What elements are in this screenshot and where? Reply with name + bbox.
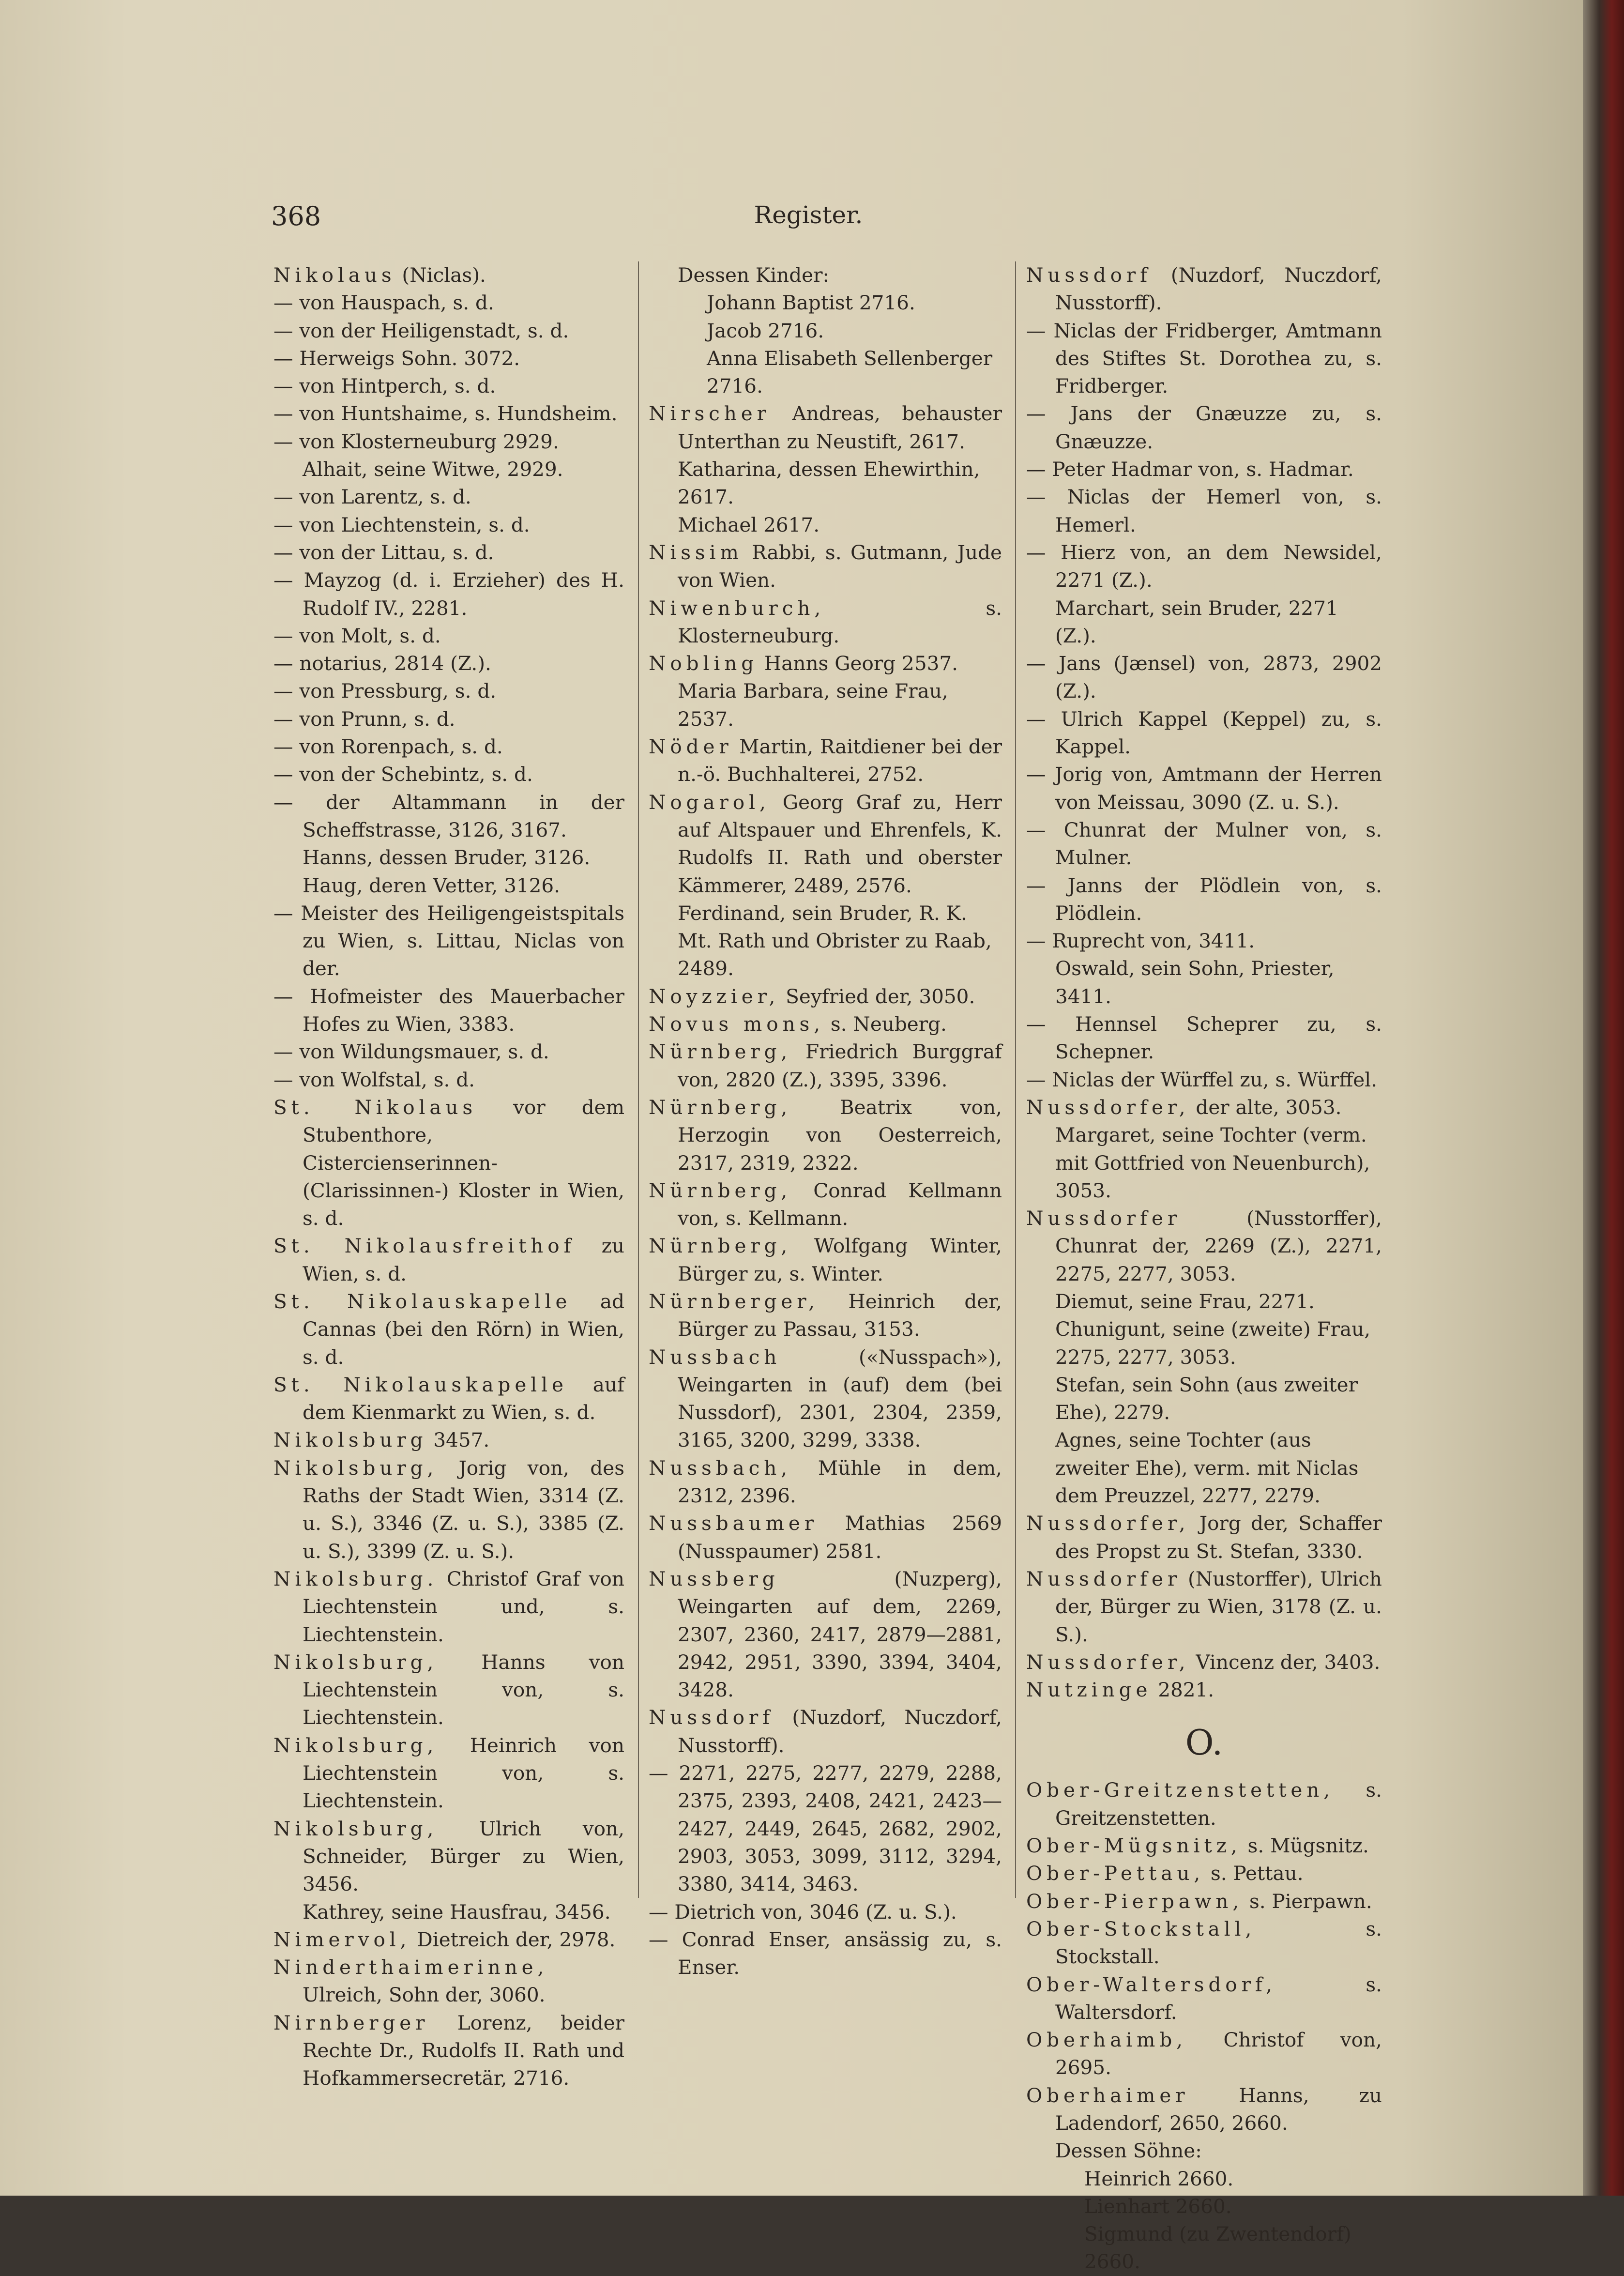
entry-text: der alte, 3053. <box>1189 1095 1342 1119</box>
entry-text: Rabbi, s. Gutmann, Jude von Wien. <box>678 540 1002 592</box>
page-header <box>271 201 1346 240</box>
index-subentry <box>649 677 1002 733</box>
index-entry <box>273 372 624 400</box>
entry-headword: Nussdorf <box>1026 263 1152 287</box>
entry-text: — Hierz von, an dem Newsidel, 2271 (Z.). <box>1026 540 1382 592</box>
index-entry <box>649 1510 1002 1565</box>
entry-text: Friedrich Burggraf von, 2820 (Z.), 3395, 3396. <box>678 1040 1002 1091</box>
index-entry <box>1026 1066 1382 1094</box>
entry-text: Lorenz, beider Rechte Dr., Rudolfs II. Rath und Hofkammersecretär, 2716. <box>303 2011 624 2090</box>
entry-text: Heinrich der, Bürger zu Passau, 3153. <box>678 1289 1002 1341</box>
index-entry <box>649 1177 1002 1233</box>
index-entry <box>273 705 624 733</box>
entry-text: Alhait, seine Witwe, 2929. <box>303 458 563 481</box>
index-subentry <box>649 261 1002 289</box>
entry-headword: Nirscher <box>649 402 771 426</box>
index-entry <box>1026 1205 1382 1288</box>
entry-text: Martin, Raitdiener bei der n.-ö. Buchhalterei, 2752. <box>678 735 1002 786</box>
entry-headword: Ober-Mügsnitz, <box>1026 1834 1242 1858</box>
index-entry <box>649 650 1002 677</box>
index-subentry <box>1026 2137 1382 2165</box>
index-subentry <box>1026 2220 1382 2276</box>
index-entry <box>1026 761 1382 816</box>
entry-headword: Nussberg <box>649 1567 779 1590</box>
index-entry <box>1026 539 1382 595</box>
index-entry <box>1026 927 1382 955</box>
index-subentry <box>273 456 624 483</box>
index-entry <box>273 261 624 289</box>
entry-text: Ferdinand, sein Bruder, R. K. Mt. Rath und Obrister zu Raab, 2489. <box>678 901 992 980</box>
index-subentry <box>1026 1121 1382 1205</box>
index-entry <box>649 733 1002 789</box>
entry-text: — Dietrich von, 3046 (Z. u. S.). <box>649 1900 957 1924</box>
entry-headword: Oberhaimb, <box>1026 2028 1187 2052</box>
index-entry <box>1026 1776 1382 1832</box>
entry-text: Beatrix von, Herzogin von Oesterreich, 2317, 2319, 2322. <box>678 1095 1002 1175</box>
index-subentry <box>1026 595 1382 650</box>
entry-text: Marchart, sein Bruder, 2271 (Z.). <box>1055 596 1338 647</box>
entry-text: Dessen Kinder: <box>678 263 830 287</box>
index-entry <box>273 733 624 761</box>
entry-text: — Mayzog (d. i. Erzieher) des H. Rudolf IV., 2281. <box>273 568 624 620</box>
index-entry <box>649 1704 1002 1759</box>
entry-text: — von Molt, s. d. <box>273 624 441 647</box>
entry-text: Agnes, seine Tochter (aus zweiter Ehe), verm. mit Niclas dem Preuzzel, 2277, 2279. <box>1055 1428 1359 1508</box>
entry-text: — Niclas der Fridberger, Amtmann des Stiftes St. Dorothea zu, s. Fridberger. <box>1026 319 1382 398</box>
entry-text: — Niclas der Hemerl von, s. Hemerl. <box>1026 485 1382 536</box>
index-entry <box>273 400 624 428</box>
index-entry <box>1026 1010 1382 1066</box>
entry-headword: Nürnberg, <box>649 1095 792 1119</box>
entry-text: Hanns von Liechtenstein von, s. Liechtenstein. <box>303 1650 624 1729</box>
index-entry <box>273 1094 624 1232</box>
entry-headword: Nussbaumer <box>649 1512 819 1535</box>
entry-text: Hanns, zu Ladendorf, 2650, 2660. <box>1055 2083 1382 2135</box>
entry-headword: Nikolsburg, <box>273 1733 438 1757</box>
entry-text: — Peter Hadmar von, s. Hadmar. <box>1026 458 1354 481</box>
entry-headword: St. Nikolauskapelle <box>273 1373 568 1396</box>
index-entry <box>273 345 624 372</box>
index-subentry <box>1026 955 1382 1010</box>
index-subentry <box>1026 2165 1382 2193</box>
entry-headword: Nutzinge <box>1026 1678 1152 1702</box>
index-entry <box>649 1232 1002 1288</box>
index-entry <box>273 1038 624 1066</box>
entry-headword: Nikolsburg, <box>273 1650 438 1674</box>
index-entry <box>1026 705 1382 761</box>
entry-text: 2821. <box>1152 1678 1214 1702</box>
entry-text: Oswald, sein Sohn, Priester, 3411. <box>1055 957 1335 1008</box>
index-entry <box>1026 1649 1382 1676</box>
index-entry <box>649 983 1002 1010</box>
index-entry <box>1026 650 1382 705</box>
entry-text: — Hofmeister des Mauerbacher Hofes zu Wien, 3383. <box>273 984 624 1036</box>
entry-text: — Herweigs Sohn. 3072. <box>273 346 520 370</box>
entry-headword: Nogarol, <box>649 790 770 814</box>
entry-text: — Hennsel Scheprer zu, s. Schepner. <box>1026 1012 1382 1064</box>
entry-text: Hanns, dessen Bruder, 3126. <box>303 846 591 870</box>
index-entry <box>649 1759 1002 1898</box>
entry-text: Ulreich, Sohn der, 3060. <box>303 1983 546 2007</box>
index-entry <box>1026 816 1382 872</box>
entry-text: — notarius, 2814 (Z.). <box>273 652 491 675</box>
entry-text: Anna Elisabeth Sellenberger 2716. <box>707 346 993 398</box>
entry-text: Dietreich der, 2978. <box>410 1927 616 1951</box>
index-entry <box>1026 1565 1382 1649</box>
entry-text: — von Huntshaime, s. Hundsheim. <box>273 402 618 426</box>
index-entry <box>1026 872 1382 928</box>
entry-headword: Oberhaimer <box>1026 2083 1189 2107</box>
index-entry <box>649 1038 1002 1094</box>
entry-headword: Nussdorfer <box>1026 1207 1182 1230</box>
entry-headword: Ninderthaimerinne, <box>273 1955 548 1979</box>
entry-text: — Jorig von, Amtmann der Herren von Meissau, 3090 (Z. u. S.). <box>1026 763 1382 814</box>
entry-text: Diemut, seine Frau, 2271. <box>1055 1289 1315 1313</box>
entry-text: Jorg der, Schaffer des Propst zu St. Stefan, 3330. <box>1055 1512 1382 1563</box>
entry-text: s. Pettau. <box>1204 1862 1304 1885</box>
index-entry <box>273 1815 624 1898</box>
entry-headword: Novus mons, <box>649 1012 824 1036</box>
index-subentry <box>1026 2193 1382 2220</box>
index-subentry <box>649 456 1002 511</box>
entry-text: Stefan, sein Sohn (aus zweiter Ehe), 2279. <box>1055 1373 1358 1424</box>
entry-text: — von Larentz, s. d. <box>273 485 471 509</box>
entry-headword: Niwenburch, <box>649 596 825 620</box>
index-entry <box>649 595 1002 650</box>
entry-text: — von Rorenpach, s. d. <box>273 735 503 759</box>
entry-text: — Jans (Jænsel) von, 2873, 2902 (Z.). <box>1026 652 1382 703</box>
entry-text: — von der Littau, s. d. <box>273 540 494 564</box>
index-entry <box>1026 483 1382 539</box>
entry-text: («Nusspach»), Weingarten in (auf) dem (bei Nussdorf), 2301, 2304, 2359, 3165, 3200, 3299, 3338. <box>678 1345 1002 1452</box>
index-entry <box>649 400 1002 456</box>
index-entry <box>273 1954 624 2009</box>
index-entry <box>273 983 624 1039</box>
index-entry <box>273 1426 624 1454</box>
index-subentry <box>1026 1371 1382 1427</box>
entry-headword: St. Nikolausfreithof <box>273 1234 576 1258</box>
entry-headword: Nussdorfer, <box>1026 1650 1190 1674</box>
section-letter: O. <box>1185 1722 1223 1763</box>
entry-headword: Ober-Waltersdorf, <box>1026 1972 1277 1996</box>
entry-text: — von Hauspach, s. d. <box>273 291 494 315</box>
entry-headword: Nürnberg, <box>649 1040 792 1064</box>
entry-text: — von der Schebintz, s. d. <box>273 763 533 786</box>
entry-headword: Nikolsburg, <box>273 1817 438 1840</box>
entry-text: — von Pressburg, s. d. <box>273 679 497 703</box>
entry-headword: Nöder <box>649 735 733 759</box>
index-entry <box>649 789 1002 900</box>
index-entry <box>273 1454 624 1565</box>
entry-text: Christof Graf von Liechtenstein und, s. Liechtenstein. <box>303 1567 624 1646</box>
index-entry <box>1026 1915 1382 1971</box>
entry-headword: Nikolsburg. <box>273 1567 438 1590</box>
entry-headword: Nussbach <box>649 1345 781 1369</box>
index-subentry <box>649 289 1002 317</box>
entry-headword: Ober-Pettau, <box>1026 1862 1205 1885</box>
entry-headword: Ober-Stockstall, <box>1026 1917 1256 1940</box>
entry-headword: Nikolsburg, <box>273 1456 438 1480</box>
entry-text: vor dem Stubenthore, Cistercienserinnen- (Clarissinnen-) Kloster in Wien, s. d. <box>303 1095 625 1230</box>
entry-headword: Nürnberg, <box>649 1234 792 1258</box>
index-entry <box>1026 261 1382 317</box>
index-entry <box>273 511 624 539</box>
entry-text: Ulrich von, Schneider, Bürger zu Wien, 3456. <box>303 1817 624 1896</box>
column-rule <box>1015 261 1016 1898</box>
entry-text: Jorig von, des Raths der Stadt Wien, 3314 (Z. u. S.), 3346 (Z. u. S.), 3385 (Z. u. S.), 3399 (Z. u. S.). <box>303 1456 624 1563</box>
index-entry <box>273 1649 624 1732</box>
index-entry <box>649 1094 1002 1177</box>
entry-text: — Ulrich Kappel (Keppel) zu, s. Kappel. <box>1026 707 1382 759</box>
index-entry <box>649 1010 1002 1038</box>
index-subentry <box>1026 1426 1382 1510</box>
index-entry <box>649 1926 1002 1982</box>
entry-text: Mathias 2569 (Nusspaumer) 2581. <box>678 1512 1002 1563</box>
entry-headword: Nürnberg, <box>649 1178 792 1202</box>
entry-text: Seyfried der, 3050. <box>779 984 975 1008</box>
entry-text: — von Wolfstal, s. d. <box>273 1068 475 1091</box>
entry-text: (Nustorffer), Ulrich der, Bürger zu Wien, 3178 (Z. u. S.). <box>1055 1567 1382 1646</box>
entry-headword: Ober-Greitzenstetten, <box>1026 1778 1335 1802</box>
entry-text: Wolfgang Winter, Bürger zu, s. Winter. <box>678 1234 1002 1285</box>
index-entry <box>273 1288 624 1371</box>
index-entry <box>273 289 624 317</box>
index-column-1 <box>273 261 624 2093</box>
entry-text: — Niclas der Würffel zu, s. Würffel. <box>1026 1068 1378 1091</box>
index-entry <box>273 1371 624 1427</box>
entry-text: — Janns der Plödlein von, s. Plödlein. <box>1026 873 1382 925</box>
entry-text: Margaret, seine Tochter (verm. mit Gottfried von Neuenburch), 3053. <box>1055 1123 1370 1202</box>
entry-text: Georg Graf zu, Herr auf Altspauer und Ehrenfels, K. Rudolfs II. Rath und oberster Kämmerer, 2489, 2576. <box>678 790 1002 897</box>
index-entry <box>649 1288 1002 1344</box>
index-subentry <box>649 511 1002 539</box>
index-subentry <box>273 872 624 900</box>
entry-text: (Nuzdorf, Nuczdorf, Nusstorff). <box>1055 263 1382 315</box>
entry-text: — von Prunn, s. d. <box>273 707 455 731</box>
entry-text: Johann Baptist 2716. <box>707 291 915 315</box>
entry-text: Dessen Söhne: <box>1055 2139 1202 2163</box>
index-entry <box>273 2009 624 2093</box>
index-entry <box>1026 1676 1382 1704</box>
entry-text: Heinrich von Liechtenstein von, s. Liechtenstein. <box>303 1733 624 1813</box>
entry-headword: Nussdorfer, <box>1026 1095 1190 1119</box>
index-entry <box>273 539 624 566</box>
index-subentry <box>273 1898 624 1926</box>
entry-text: — von Klosterneuburg 2929. <box>273 429 559 453</box>
index-entry <box>1026 1860 1382 1887</box>
entry-text: (Nuzdorf, Nuczdorf, Nusstorff). <box>678 1706 1002 1757</box>
entry-headword: Nimervol, <box>273 1927 411 1951</box>
entry-text: — der Altammann in der Scheffstrasse, 3126, 3167. <box>273 790 624 841</box>
index-column-3 <box>1026 261 1382 2276</box>
index-entry <box>1026 1888 1382 1915</box>
entry-headword: Nussdorf <box>649 1706 774 1729</box>
index-entry <box>1026 400 1382 456</box>
index-column-2 <box>649 261 1002 1981</box>
entry-text: 3457. <box>427 1428 490 1452</box>
entry-text: s. Pierpawn. <box>1243 1889 1372 1913</box>
entry-headword: Nirnberger <box>273 2011 429 2034</box>
index-subentry <box>1026 1288 1382 1315</box>
entry-text: s. Waltersdorf. <box>1055 1972 1382 2024</box>
entry-text: Sigmund (zu Zwentendorf) 2660. <box>1084 2222 1351 2274</box>
index-entry <box>273 566 624 622</box>
entry-text: s. Stockstall. <box>1055 1917 1382 1969</box>
entry-headword: Nussbach, <box>649 1456 791 1480</box>
index-entry <box>273 1565 624 1649</box>
entry-headword: Nussdorfer <box>1026 1567 1182 1590</box>
entry-headword: Nobling <box>649 652 759 675</box>
index-entry <box>273 650 624 677</box>
index-entry <box>273 622 624 650</box>
entry-headword: St. Nikolaus <box>273 1095 477 1119</box>
index-entry <box>649 1344 1002 1454</box>
entry-headword: Nussdorfer, <box>1026 1512 1190 1535</box>
entry-text: s. Mügsnitz. <box>1241 1834 1369 1858</box>
entry-headword: St. Nikolauskapelle <box>273 1289 572 1313</box>
entry-text: s. Klosterneuburg. <box>678 596 1002 647</box>
index-entry <box>273 317 624 345</box>
entry-headword: Nürnberger, <box>649 1289 819 1313</box>
entry-headword: Nissim <box>649 540 743 564</box>
index-subentry <box>649 900 1002 983</box>
entry-headword: Nikolaus <box>273 263 396 287</box>
index-entry <box>1026 317 1382 400</box>
column-rule <box>638 261 639 1898</box>
entry-text: zu Wien, s. d. <box>303 1234 624 1285</box>
entry-text: Heinrich 2660. <box>1084 2167 1234 2190</box>
index-entry <box>649 1454 1002 1510</box>
entry-text: s. Neuberg. <box>824 1012 947 1036</box>
entry-text: — von Hintperch, s. d. <box>273 374 496 398</box>
entry-text: Conrad Kellmann von, s. Kellmann. <box>678 1178 1002 1230</box>
entry-headword: Ober-Pierpawn, <box>1026 1889 1244 1913</box>
index-entry <box>1026 456 1382 483</box>
entry-text: — Chunrat der Mulner von, s. Mulner. <box>1026 818 1382 870</box>
entry-text: (Nusstorffer), Chunrat der, 2269 (Z.), 2271, 2275, 2277, 3053. <box>1055 1207 1382 1285</box>
entry-text: — von Liechtenstein, s. d. <box>273 513 530 536</box>
entry-text: — von Wildungsmauer, s. d. <box>273 1040 549 1064</box>
running-head: Register. <box>754 201 863 229</box>
index-entry <box>273 900 624 983</box>
entry-text: — Ruprecht von, 3411. <box>1026 929 1255 953</box>
index-entry <box>649 1565 1002 1704</box>
entry-text: Lienhart 2660. <box>1084 2194 1232 2218</box>
entry-headword: Noyzzier, <box>649 984 780 1008</box>
index-entry <box>273 761 624 788</box>
entry-text: Chunigunt, seine (zweite) Frau, 2275, 2277, 3053. <box>1055 1317 1371 1369</box>
entry-text: Kathrey, seine Hausfrau, 3456. <box>303 1900 611 1924</box>
index-subentry <box>649 345 1002 400</box>
entry-text: Andreas, behauster Unterthan zu Neustift, 2617. <box>678 402 1002 453</box>
entry-text: Haug, deren Vetter, 3126. <box>303 873 561 897</box>
page-number: 368 <box>271 201 321 231</box>
index-entry <box>273 1926 624 1954</box>
index-entry <box>273 789 624 844</box>
index-entry <box>273 483 624 511</box>
entry-text: Michael 2617. <box>678 513 820 536</box>
entry-text: — Conrad Enser, ansässig zu, s. Enser. <box>649 1927 1002 1979</box>
entry-text: Maria Barbara, seine Frau, 2537. <box>678 679 948 731</box>
entry-text: Katharina, dessen Ehewirthin, 2617. <box>678 458 980 509</box>
index-entry <box>1026 1971 1382 2027</box>
index-entry <box>1026 1510 1382 1565</box>
index-entry <box>273 1232 624 1288</box>
entry-text: (Nuzperg), Weingarten auf dem, 2269, 2307, 2360, 2417, 2879—2881, 2942, 2951, 3390, 3394, 3404, 3428. <box>678 1567 1002 1702</box>
entry-text: Hanns Georg 2537. <box>758 652 958 675</box>
index-entry <box>273 1732 624 1815</box>
index-entry <box>273 428 624 456</box>
entry-text: — von der Heiligenstadt, s. d. <box>273 319 569 342</box>
entry-text: s. Greitzenstetten. <box>1055 1778 1382 1830</box>
entry-text: Vincenz der, 3403. <box>1189 1650 1381 1674</box>
entry-text: — Meister des Heiligengeistspitals zu Wien, s. Littau, Niclas von der. <box>273 901 624 980</box>
entry-text: ad Cannas (bei den Rörn) in Wien, s. d. <box>303 1289 624 1369</box>
entry-headword: Nikolsburg <box>273 1428 427 1452</box>
entry-text: auf dem Kienmarkt zu Wien, s. d. <box>303 1373 625 1424</box>
index-entry <box>649 1898 1002 1926</box>
index-entry <box>273 1066 624 1094</box>
index-entry <box>1026 2026 1382 2082</box>
entry-text: Mühle in dem, 2312, 2396. <box>678 1456 1002 1508</box>
book-binding-edge <box>1583 0 1624 2196</box>
index-entry <box>1026 2082 1382 2138</box>
entry-text: Jacob 2716. <box>707 319 824 342</box>
entry-text: — 2271, 2275, 2277, 2279, 2288, 2375, 2393, 2408, 2421, 2423—2427, 2449, 2645, 2682, 2902, 2903, 3053, 3099, 3112, 3294, 3380, 3414, 3463. <box>649 1761 1002 1896</box>
index-entry <box>649 539 1002 595</box>
index-subentry <box>273 844 624 871</box>
entry-text: — Jans der Gnæuzze zu, s. Gnæuzze. <box>1026 402 1382 453</box>
entry-text: (Niclas). <box>395 263 486 287</box>
index-entry <box>273 677 624 705</box>
index-entry <box>1026 1832 1382 1860</box>
index-subentry <box>1026 1315 1382 1371</box>
index-entry <box>1026 1094 1382 1121</box>
index-subentry <box>649 317 1002 345</box>
entry-text: Christof von, 2695. <box>1055 2028 1382 2079</box>
